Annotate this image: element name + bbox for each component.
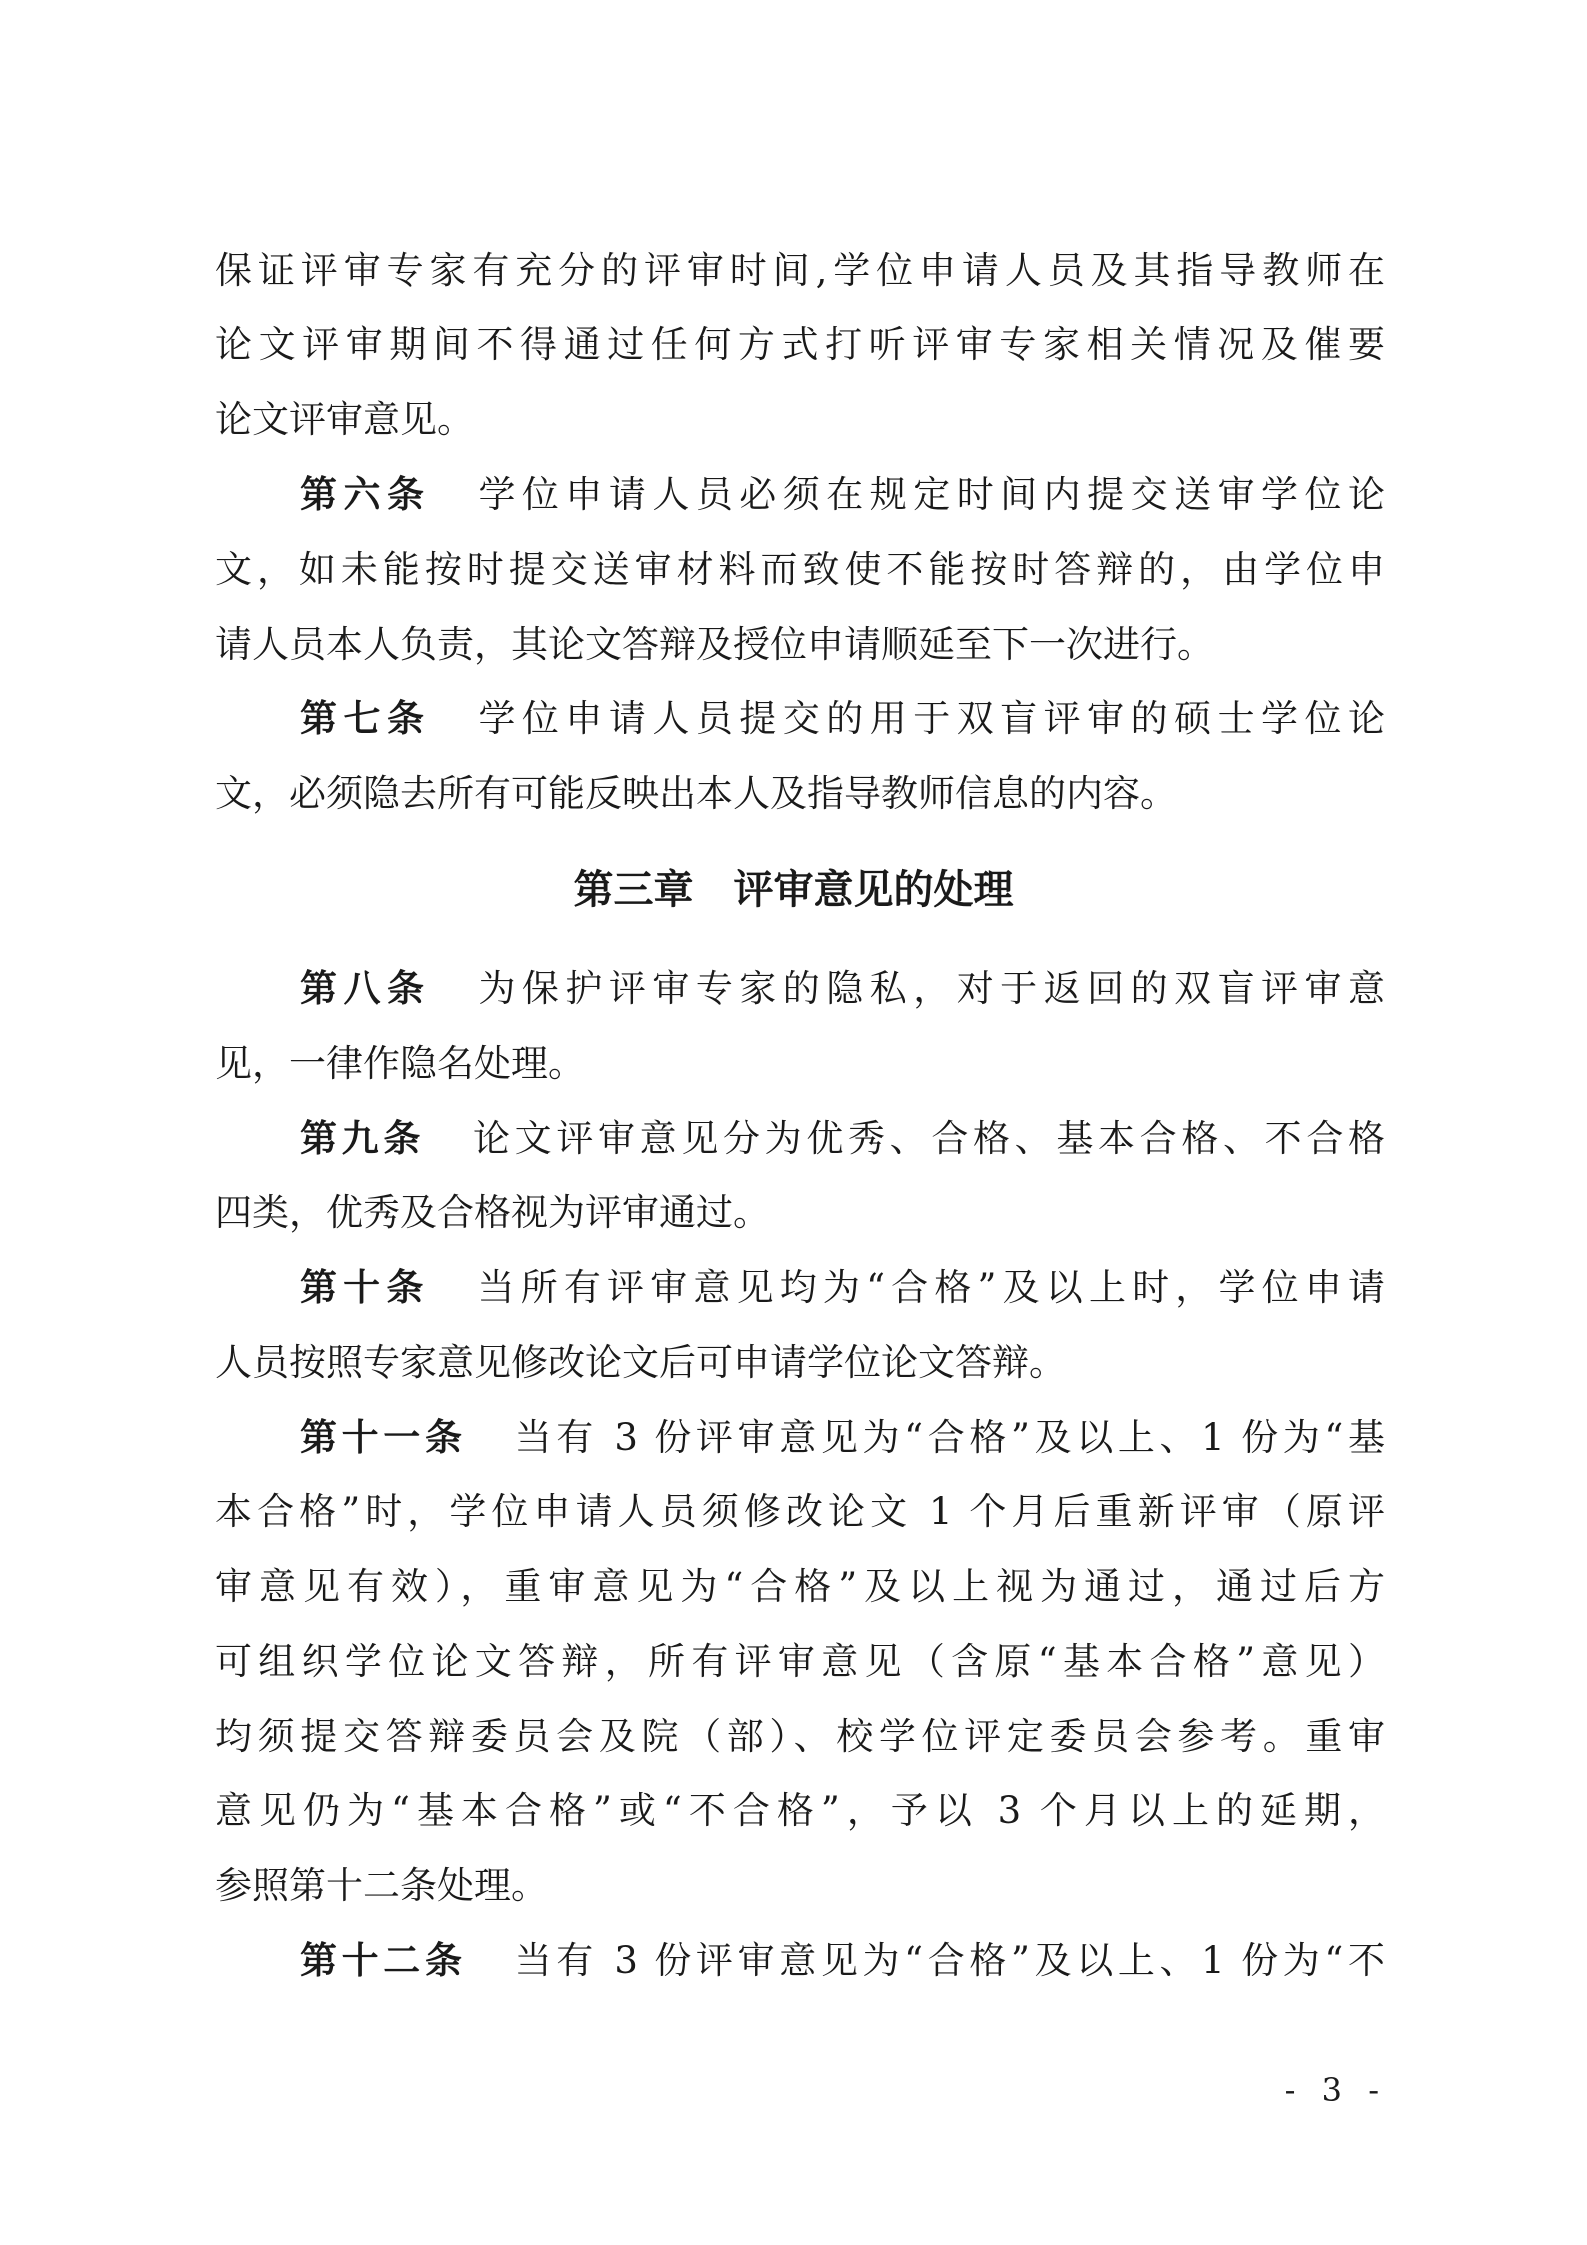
paragraph-line: 论文评审期间不得通过任何方式打听评审专家相关情况及催要 (215, 323, 1385, 366)
article-number: 第十二条 (300, 1939, 467, 1982)
paragraph-line: 四类，优秀及合格视为评审通过。 (215, 1191, 770, 1234)
paragraph-line: 意见仍为“基本合格”或“不合格”，予以 3 个月以上的延期， (215, 1789, 1385, 1832)
article-text: 当有 3 份评审意见为“合格”及以上、1 份为“不 (514, 1939, 1385, 1982)
article-text: 当所有评审意见均为“合格”及以上时，学位申请 (477, 1266, 1385, 1309)
article-number: 第八条 (300, 967, 431, 1010)
page-number: - 3 - (1284, 2071, 1387, 2109)
article-number: 第十条 (300, 1266, 430, 1309)
paragraph-line: 均须提交答辩委员会及院（部）、校学位评定委员会参考。重审 (215, 1715, 1385, 1758)
article-first-line (300, 1114, 1385, 1164)
article-first-line (300, 694, 1385, 744)
paragraph-line: 文，必须隐去所有可能反映出本人及指导教师信息的内容。 (215, 772, 1177, 815)
paragraph-line: 可组织学位论文答辩，所有评审意见（含原“基本合格”意见） (215, 1640, 1385, 1683)
article-number: 第七条 (300, 697, 431, 740)
article-number: 第六条 (300, 473, 431, 516)
article-text: 为保护评审专家的隐私，对于返回的双盲评审意 (478, 967, 1386, 1010)
paragraph-line: 本合格”时，学位申请人员须修改论文 1 个月后重新评审（原评 (215, 1490, 1385, 1533)
paragraph-line: 文，如未能按时提交送审材料而致使不能按时答辩的，由学位申 (215, 548, 1385, 591)
paragraph-line: 见，一律作隐名处理。 (215, 1042, 585, 1085)
article-first-line (300, 964, 1385, 1014)
article-first-line (300, 470, 1385, 520)
paragraph-line: 审意见有效），重审意见为“合格”及以上视为通过，通过后方 (215, 1565, 1385, 1608)
article-text: 当有 3 份评审意见为“合格”及以上、1 份为“基 (514, 1416, 1385, 1459)
article-number: 第九条 (300, 1117, 425, 1160)
article-first-line (300, 1936, 1385, 1986)
paragraph-line: 参照第十二条处理。 (215, 1864, 548, 1907)
paragraph-line: 人员按照专家意见修改论文后可申请学位论文答辩。 (215, 1341, 1066, 1384)
article-first-line (300, 1263, 1385, 1313)
article-number: 第十一条 (300, 1416, 467, 1459)
paragraph-line: 保证评审专家有充分的评审时间,学位申请人员及其指导教师在 (215, 249, 1385, 292)
article-text: 论文评审意见分为优秀、合格、基本合格、不合格 (473, 1117, 1385, 1160)
article-text: 学位申请人员提交的用于双盲评审的硕士学位论 (478, 697, 1386, 740)
article-text: 学位申请人员必须在规定时间内提交送审学位论 (478, 473, 1386, 516)
chapter-heading: 第三章 评审意见的处理 (573, 867, 1014, 913)
paragraph-line: 论文评审意见。 (215, 398, 474, 441)
article-first-line (300, 1413, 1385, 1463)
paragraph-line: 请人员本人负责，其论文答辩及授位申请顺延至下一次进行。 (215, 623, 1214, 666)
